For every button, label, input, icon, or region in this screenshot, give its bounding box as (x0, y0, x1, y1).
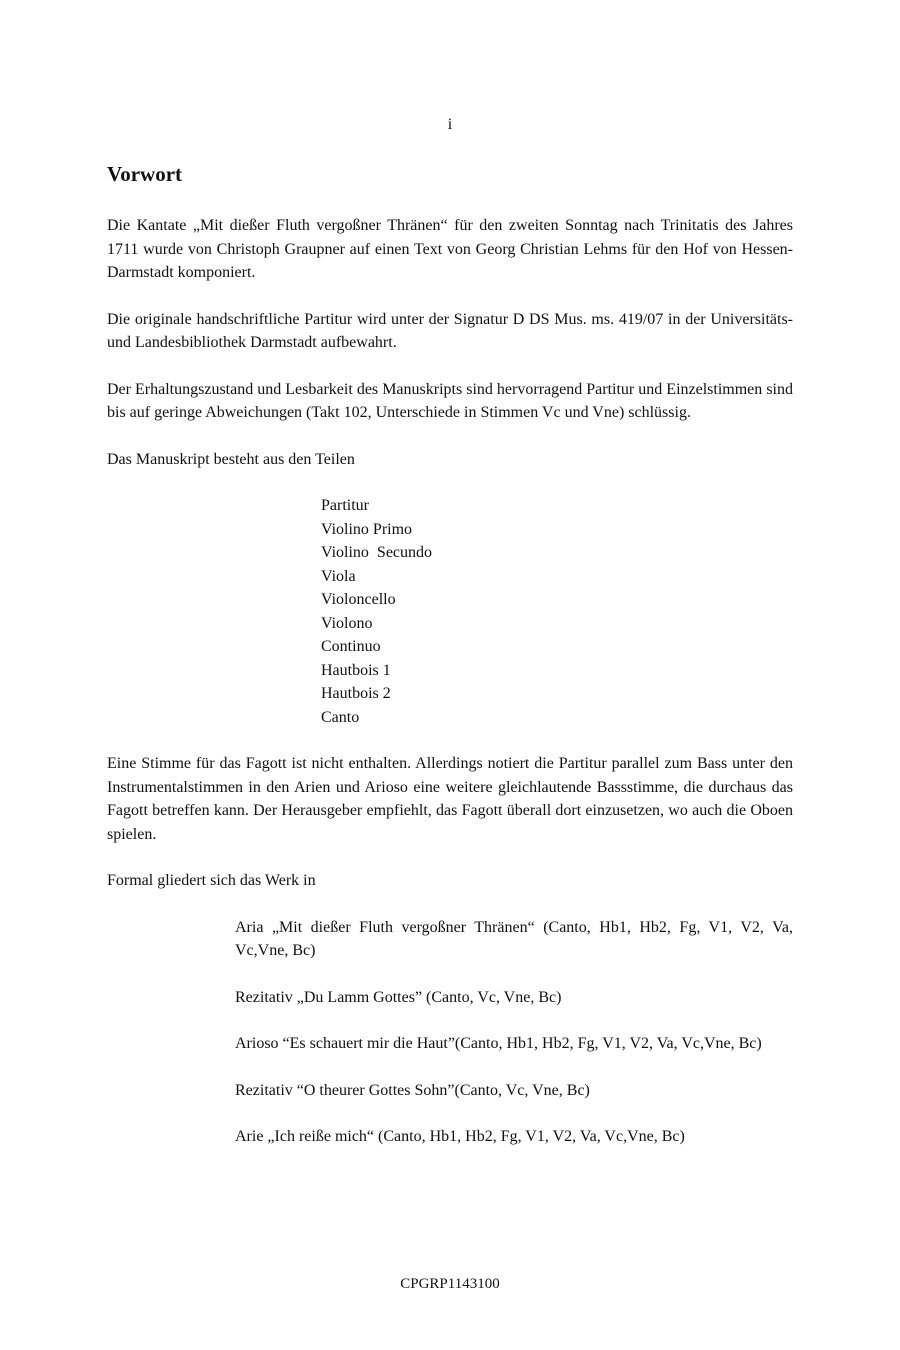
movement-item: Arie „Ich reiße mich“ (Canto, Hb1, Hb2, Fg, V1, V2, Va, Vc,Vne, Bc) (235, 1128, 685, 1145)
parts-list-item: Violino Secundo (321, 544, 433, 561)
manuscript-condition-paragraph: Der Erhaltungszustand und Lesbarkeit des Manuskripts sind hervorragend Partitur und Einzelstimmen sind bis auf geringe Abweichungen (Takt 102, Unterschiede in Stimmen Vc und Vne) schlüssig. (107, 380, 793, 421)
parts-list-item: Hautbois 2 (321, 685, 391, 702)
bassoon-paragraph: Eine Stimme für das Fagott ist nicht enthalten. Allerdings notiert die Partitur parallel zum Bass unter den Instrumentalstimmen in den Arien und Arioso eine weitere gleichlautende Bassstimme, die durchaus das Fagott betreffen kann. Der Herausgeber empfiehlt, das Fagott überall dort einzusetzen, wo auch die Oboen spielen. (107, 755, 793, 843)
catalog-code-footer: CPGRP1143100 (400, 1276, 500, 1292)
document-body (107, 160, 793, 1172)
page-title: Vorwort (107, 162, 183, 186)
movements-list (235, 916, 793, 1149)
parts-list-item: Hautbois 1 (321, 661, 391, 679)
parts-list-item: Viola (321, 567, 356, 585)
parts-list-item: Canto (321, 708, 360, 726)
structure-intro-paragraph: Formal gliedert sich das Werk in (107, 872, 316, 889)
movement-item: Rezitativ “O theurer Gottes Sohn”(Canto, Vc, Vne, Bc) (235, 1081, 590, 1099)
page-number: i (447, 116, 453, 133)
movement-item: Arioso “Es schauert mir die Haut”(Canto, Hb1, Hb2, Fg, V1, V2, Va, Vc,Vne, Bc) (235, 1035, 762, 1052)
parts-list-item: Partitur (321, 497, 369, 514)
parts-list-item: Continuo (321, 638, 381, 655)
parts-list-item: Violino Primo (321, 520, 413, 538)
movement-item: Aria „Mit dießer Fluth vergoßner Thränen“ (Canto, Hb1, Hb2, Fg, V1, V2, Va, Vc,Vne, Bc) (235, 918, 793, 959)
movement-item: Rezitativ „Du Lamm Gottes” (Canto, Vc, Vne, Bc) (235, 988, 562, 1006)
parts-list-item: Violoncello (321, 591, 396, 608)
parts-list-item: Violono (321, 614, 373, 632)
intro-paragraph: Die Kantate „Mit dießer Fluth vergoßner Thränen“ für den zweiten Sonntag nach Trinitatis des Jahres 1711 wurde von Christoph Graupner auf einen Text von Georg Christian Lehms für den Hof von Hessen-Darmstadt komponiert. (107, 217, 793, 281)
parts-list (321, 494, 793, 729)
parts-intro-paragraph: Das Manuskript besteht aus den Teilen (107, 450, 355, 468)
manuscript-location-paragraph: Die originale handschriftliche Partitur wird unter der Signatur D DS Mus. ms. 419/07 in der Universitäts- und Landesbibliothek Darmstadt aufbewahrt. (107, 310, 793, 351)
